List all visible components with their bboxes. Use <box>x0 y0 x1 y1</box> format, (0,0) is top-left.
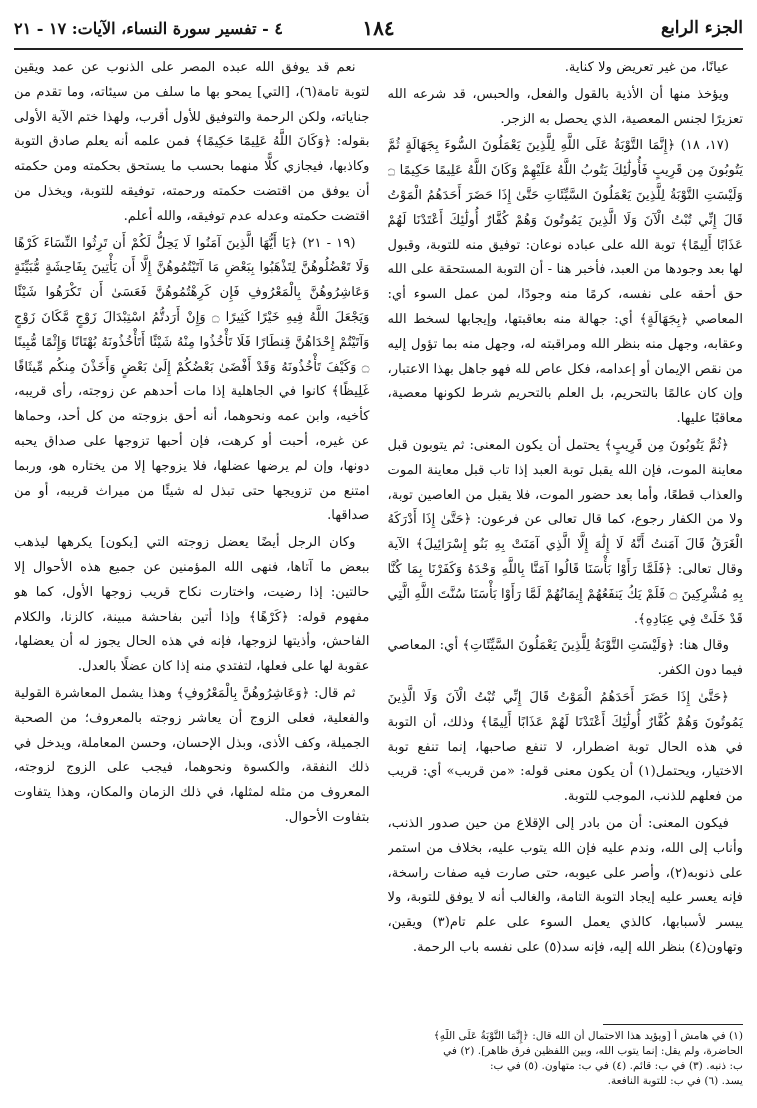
paragraph: (١٧، ١٨) ﴿إِنَّمَا التَّوْبَةُ عَلَى اللَّهِ لِلَّذِينَ يَعْمَلُونَ السُّوءَ بِجَهَالَةٍ ثُمَّ يَتُوبُونَ مِن قَرِيبٍ فَأُولَٰئِكَ يَتُوبُ اللَّهُ عَلَيْهِمْ وَكَانَ اللَّهُ عَلِيمًا حَكِيمًا ۝ وَلَيْسَتِ التَّوْبَةُ لِلَّذِينَ يَعْمَلُونَ السَّيِّئَاتِ حَتَّىٰ إِذَا حَضَرَ أَحَدَهُمُ الْمَوْتُ قَالَ إِنِّي تُبْتُ الْآنَ وَلَا الَّذِينَ يَمُوتُونَ وَهُمْ كُفَّارٌ أُولَٰئِكَ أَعْتَدْنَا لَهُمْ عَذَابًا أَلِيمًا﴾ توبة الله على عباده نوعان: توفيق منه للتوبة، وقبول لها بعد وجودها من العبد، فأخبر هنا - أن التوبة المستحقة على الله حق أحقه على نفسه، كرمًا منه وجودًا، لمن عمل السوء أي: المعاصي ﴿بِجَهَالَةٍ﴾ أي: جهالة منه بعاقبتها، وإيجابها لسخط الله وعقابه، وجهل منه بنظر الله ومراقبته له، وجهل منه بما تؤول إليه من نقص الإيمان أو إعدامه، فكل عاص لله فهو جاهل بهذا الاعتبار، وإن كان عالمًا بالتحريم، بل العلم بالتحريم شرط لكونها معصية، معاقبًا عليها. <box>387 138 743 427</box>
right-column <box>388 56 744 1012</box>
footnote-line: الحاضرة، ولم يقل: إنما يتوب الله، وبين اللفظين فرق ظاهر]. (٢) في <box>443 1045 743 1057</box>
page-header <box>14 8 743 50</box>
paragraph: ﴿حَتَّىٰ إِذَا حَضَرَ أَحَدَهُمُ الْمَوْتُ قَالَ إِنِّي تُبْتُ الْآنَ وَلَا الَّذِينَ يَمُوتُونَ وَهُمْ كُفَّارٌ أُولَٰئِكَ أَعْتَدْنَا لَهُمْ عَذَابًا أَلِيمًا﴾ وذلك، أن التوبة في هذه الحال توبة اضطرار، لا تنفع صاحبها، إنما تنفع توبة الاختيار، ويحتمل(١) أن يكون معنى قوله: «من قريب» أي: قريب من فعلهم للذنب، الموجب للتوبة. <box>387 689 743 805</box>
paragraph: وقال هنا: ﴿وَلَيْسَتِ التَّوْبَةُ لِلَّذِينَ يَعْمَلُونَ السَّيِّئَاتِ﴾ أي: المعاصي فيما دون الكفر. <box>387 638 743 679</box>
page-number: ١٨٤ <box>362 16 395 40</box>
paragraph: عيانًا، من غير تعريض ولا كناية. <box>564 60 729 75</box>
chapter-title: ٤ - تفسير سورة النساء، الآيات: ١٧ - ٢١ <box>14 18 283 38</box>
paragraph: ويؤخذ منها أن الأذية بالقول والفعل، والحبس، قد شرعه الله تعزيرًا لجنس المعصية، الذي يحصل به الزجر. <box>387 86 743 127</box>
paragraph: ﴿ثُمَّ يَتُوبُونَ مِن قَرِيبٍ﴾ يحتمل أن يكون المعنى: ثم يتوبون قبل معاينة الموت، فإن الله يقبل توبة العبد إذا تاب قبل معاينة الموت والعذاب قطعًا، وأما بعد حضور الموت، فلا يقبل من العاصين توبة، ولا من الكفار رجوع، كما قال تعالى عن فرعون: ﴿حَتَّىٰ إِذَا أَدْرَكَهُ الْغَرَقُ قَالَ آمَنتُ أَنَّهُ لَا إِلَٰهَ إِلَّا الَّذِي آمَنَتْ بِهِ بَنُو إِسْرَائِيلَ﴾ الآية وقال تعالى: ﴿فَلَمَّا رَأَوْا بَأْسَنَا قَالُوا آمَنَّا بِاللَّهِ وَحْدَهُ وَكَفَرْنَا بِمَا كُنَّا بِهِ مُشْرِكِينَ ۝ فَلَمْ يَكُ يَنفَعُهُمْ إِيمَانُهُمْ لَمَّا رَأَوْا بَأْسَنَا سُنَّتَ اللَّهِ الَّتِي قَدْ خَلَتْ فِي عِبَادِهِ﴾. <box>387 437 743 627</box>
left-column <box>14 56 370 1012</box>
footnote-line: يسد. (٦) في ب: للتوبة النافعة. <box>607 1075 743 1087</box>
paragraph: نعم قد يوفق الله عبده المصر على الذنوب عن عمد ويقين لتوبة تامة(٦)، [التي] يمحو بها ما سلف من سيئاته، وما تقدم من جناياته، ولكن الرحمة والتوفيق للأول أقرب، ولهذا ختم الآية الأولى بقوله: ﴿وَكَانَ اللَّهُ عَلِيمًا حَكِيمًا﴾ فمن علمه أنه يعلم صادق التوبة وكاذبها، فيجازي كلًّا منهما بحسب ما يستحق بحكمته ومن حكمته أن يوفق من اقتضت حكمته ورحمته، توفيقه للتوبة، ويخذل من اقتضت حكمته وعدله عدم توفيقه، والله أعلم. <box>14 60 370 224</box>
footnotes <box>14 1024 743 1100</box>
paragraph: (١٩ - ٢١) ﴿يَا أَيُّهَا الَّذِينَ آمَنُوا لَا يَحِلُّ لَكُمْ أَن تَرِثُوا النِّسَاءَ كَرْهًا وَلَا تَعْضُلُوهُنَّ لِتَذْهَبُوا بِبَعْضِ مَا آتَيْتُمُوهُنَّ إِلَّا أَن يَأْتِينَ بِفَاحِشَةٍ مُّبَيِّنَةٍ وَعَاشِرُوهُنَّ بِالْمَعْرُوفِ فَإِن كَرِهْتُمُوهُنَّ فَعَسَىٰ أَن تَكْرَهُوا شَيْئًا وَيَجْعَلَ اللَّهُ فِيهِ خَيْرًا كَثِيرًا ۝ وَإِنْ أَرَدتُّمُ اسْتِبْدَالَ زَوْجٍ مَّكَانَ زَوْجٍ وَآتَيْتُمْ إِحْدَاهُنَّ قِنطَارًا فَلَا تَأْخُذُوا مِنْهُ شَيْئًا أَتَأْخُذُونَهُ بُهْتَانًا وَإِثْمًا مُّبِينًا ۝ وَكَيْفَ تَأْخُذُونَهُ وَقَدْ أَفْضَىٰ بَعْضُكُمْ إِلَىٰ بَعْضٍ وَأَخَذْنَ مِنكُم مِّيثَاقًا غَلِيظًا﴾ كانوا في الجاهلية إذا مات أحدهم عن زوجته، رأى قريبه، كأخيه، وابن عمه ونحوهما، أنه أحق بزوجته من كل أحد، وحماها عن غيره، أحبت أو كرهت، فإن أحبها تزوجها على صداق يحبه دونها، وإن لم يرضها عضلها، فلا يزوجها إلا من يختاره هو، وربما امتنع من تزويجها حتى تبذل له شيئًا من ميراث قريبه، أو من صداقها. <box>14 235 370 524</box>
paragraph: ثم قال: ﴿وَعَاشِرُوهُنَّ بِالْمَعْرُوفِ﴾ وهذا يشمل المعاشرة القولية والفعلية، فعلى الزوج أن يعاشر زوجته بالمعروف؛ من الصحبة الجميلة، وكف الأذى، وبذل الإحسان، وحسن المعاملة، ويدخل في ذلك النفقة، والكسوة ونحوهما، فيجب على الزوج لزوجته، المعروف من مثله لمثلها، في ذلك الزمان والمكان، وهذا يتفاوت بتفاوت الأحوال. <box>14 685 370 825</box>
part-label: الجزء الرابع <box>661 18 743 38</box>
footnote-line: ب: ذنبه. (٣) في ب: قائم. (٤) في ب: متهاون. (٥) في ب: <box>489 1060 743 1072</box>
paragraph: فيكون المعنى: أن من بادر إلى الإقلاع من حين صدور الذنب، وأناب إلى الله، وندم عليه فإن الله يتوب عليه، بخلاف من استمر على ذنوبه(٢)، وأصر على عيوبه، حتى صارت فيه صفات راسخة، فإنه يعسر عليه إيجاد التوبة التامة، والغالب أنه لا يوفق للتوبة، ولا ييسر لأسبابها، كالذي يعمل السوء على علم تام(٣) ويقين، وتهاون(٤) بنظر الله إليه، فإنه سد(٥) على نفسه باب الرحمة. <box>387 815 743 955</box>
footnote-line: (١) في هامش أ [ويؤيد هذا الاحتمال أن الله قال: ﴿إِنَّمَا التَّوْبَةُ عَلَى اللَّهِ﴾ <box>433 1030 743 1042</box>
paragraph: وكان الرجل أيضًا يعضل زوجته التي [يكون] يكرهها ليذهب ببعض ما آتاها، فنهى الله المؤمنين عن جميع هذه الأحوال إلا حالتين: إذا رضيت، واختارت نكاح قريب زوجها الأول، كما هو مفهوم قوله: ﴿كَرْهًا﴾ وإذا أتين بفاحشة مبينة، كالزنا، والكلام الفاحش، وأذيتها لزوجها، فإنه في هذه الحال يجوز له أن يعضلها، عقوبة لها على فعلها، لتفتدي منه إذا كان عضلًا بالعدل. <box>14 535 370 675</box>
footnote-divider <box>603 1024 743 1025</box>
text-columns <box>14 56 743 1012</box>
